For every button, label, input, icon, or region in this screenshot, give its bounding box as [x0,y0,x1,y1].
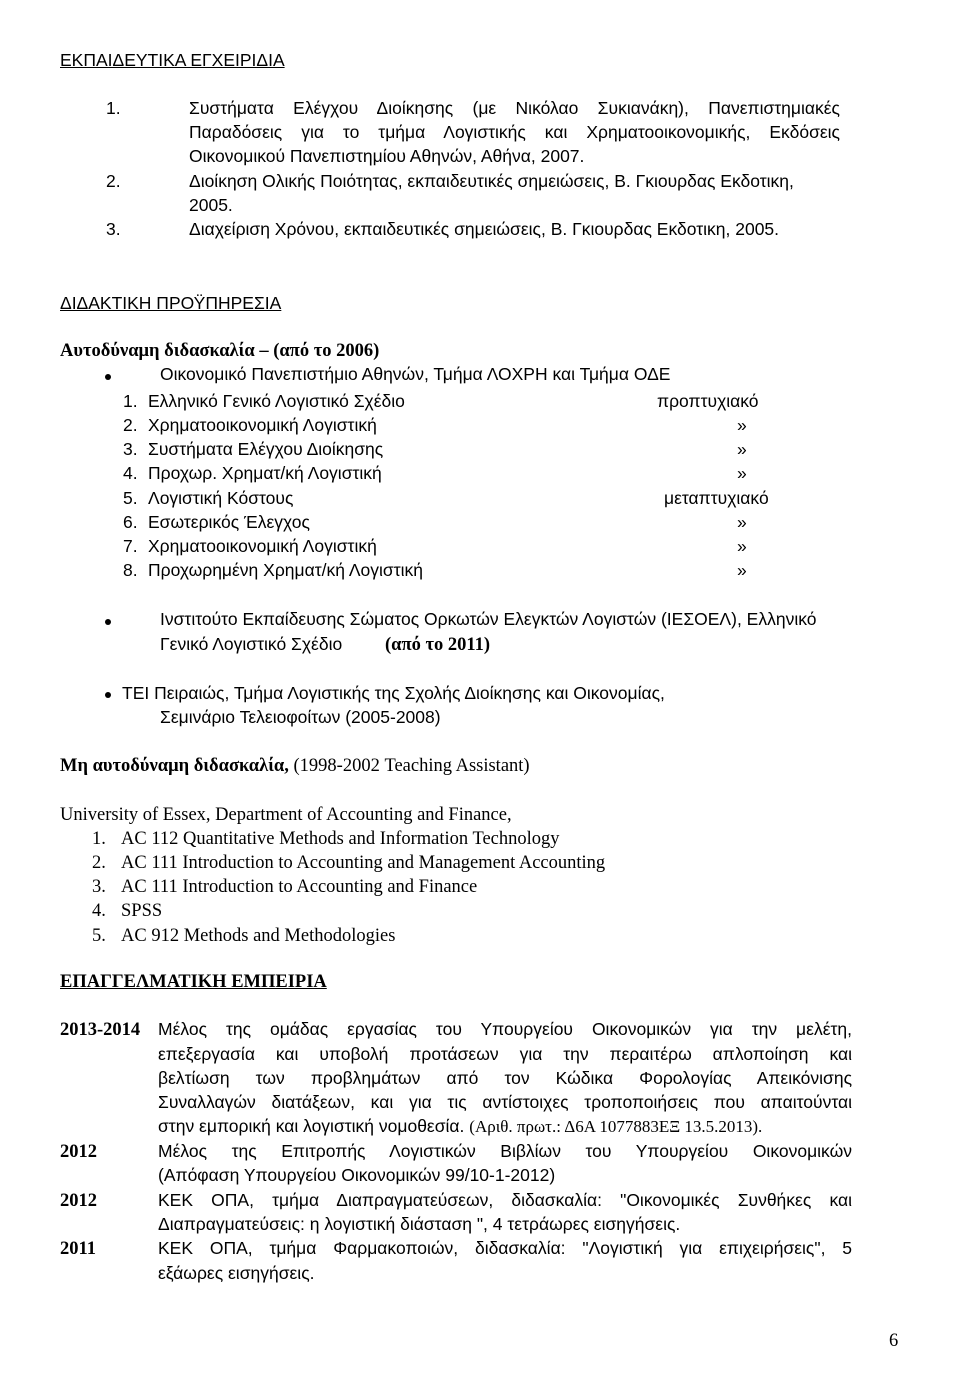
course-1-number: 1. [123,391,138,411]
course-8-name: Προχωρημένη Χρηματ/κή Λογιστική [148,560,424,580]
course-3-name: Συστήματα Ελέγχου Διοίκησης [148,439,384,459]
experience-1-line-2: επεξεργασία και υποβολή προτάσεων για την περαιτέρω απλοποίηση και [158,1044,852,1064]
course-5-name: Λογιστική Κόστους [148,488,294,508]
experience-4-line-1: ΚΕΚ ΟΠΑ, τμήμα Φαρμακοποιών, διδασκαλία: "Λογιστική για επιχειρήσεις", 5 [158,1238,852,1258]
textbook-2-line-2: 2005. [189,195,233,215]
course-2-number: 2. [123,415,138,435]
essex-course-1-number: 1. [92,829,106,849]
course-3-level: » [737,439,747,459]
course-7-number: 7. [123,536,138,556]
essex-course-4-name: SPSS [121,901,163,921]
autonomous-institution: Οικονομικό Πανεπιστήμιο Αθηνών, Τμήμα ΛΟΧΡΗ και Τμήμα ΟΔΕ [160,364,671,384]
experience-3-line-2: Διαπραγματεύσεις: η λογιστική διάσταση ", 4 τετράωρες εισηγήσεις. [158,1214,681,1234]
textbook-1-line-3: Οικονομικού Πανεπιστημίου Αθηνών, Αθήνα, 2007. [189,146,585,166]
course-1-name: Ελληνικό Γενικό Λογιστικό Σχέδιο [148,391,405,411]
experience-1-last-line: στην εμπορική και λογιστική νομοθεσία. [158,1116,465,1136]
course-3-number: 3. [123,439,138,459]
experience-3-year: 2012 [60,1191,97,1211]
course-4-number: 4. [123,463,138,483]
course-4-level: » [737,463,747,483]
bullet-icon [105,619,111,625]
essex-course-3-number: 3. [92,877,106,897]
experience-1-line-4: Συναλλαγών διατάξεων, και για τις αντίστοιχες τροποποιήσεις που απαιτούνται [158,1092,852,1112]
iesoel-since: (από το 2011) [385,635,491,655]
textbook-3-number: 3. [106,219,121,239]
textbook-2-line-1: Διοίκηση Ολικής Ποιότητας, εκπαιδευτικές σημειώσεις, Β. Γκιουρδας Εκδοτικη, [189,171,794,191]
heading-teaching: ΔΙΔΑΚΤΙΚΗ ΠΡΟΫΠΗΡΕΣΙΑ [60,293,282,313]
tei-line-1: ΤΕΙ Πειραιώς, Τμήμα Λογιστικής της Σχολής Διοίκησης και Οικονομίας, [122,683,665,703]
course-6-level: » [737,512,747,532]
iesoel-line-2: Γενικό Λογιστικό Σχέδιο [160,634,343,654]
course-8-level: » [737,560,747,580]
non-autonomous-title: Μη αυτοδύναμη διδασκαλία, [60,756,289,776]
iesoel-line-1: Ινστιτούτο Εκπαίδευσης Σώματος Ορκωτών Ελεγκτών Λογιστών (ΙΕΣΟΕΛ), Ελληνικό [160,609,817,629]
course-4-name: Προχωρ. Χρηματ/κή Λογιστική [148,463,382,483]
course-7-level: » [737,536,747,556]
essex-course-5-name: AC 912 Methods and Methodologies [121,926,396,946]
experience-1-line-5 [158,1116,762,1137]
bullet-icon [105,374,111,380]
essex-course-5-number: 5. [92,926,106,946]
course-8-number: 8. [123,560,138,580]
non-autonomous-teaching [60,755,530,777]
textbook-1-line-1: Συστήματα Ελέγχου Διοίκησης (με Νικόλαο Συκιανάκη), Πανεπιστημιακές [189,98,840,118]
course-5-level: μεταπτυχιακό [664,488,769,508]
textbook-1-line-2: Παραδόσεις για το τμήμα Λογιστικής και Χρηματοοικονομικής, Εκδόσεις [189,122,840,142]
experience-1-year: 2013-2014 [60,1020,141,1040]
experience-1-note: (Αριθ. πρωτ.: Δ6Α 1077883ΕΞ 13.5.2013). [469,1117,763,1136]
essex-course-2-name: AC 111 Introduction to Accounting and Management Accounting [121,853,606,873]
textbook-3-line-1: Διαχείριση Χρόνου, εκπαιδευτικές σημειώσεις, Β. Γκιουρδας Εκδοτικη, 2005. [189,219,780,239]
heading-textbooks: ΕΚΠΑΙΔΕΥΤΙΚΑ ΕΓΧΕΙΡΙΔΙΑ [60,50,285,70]
tei-line-2: Σεμινάριο Τελειοφοίτων (2005-2008) [160,707,441,727]
page-number: 6 [889,1331,899,1351]
course-1-level: προπτυχιακό [657,391,759,411]
experience-1-line-3: βελτίωση των προβλημάτων από τον Κώδικα Φορολογίας Απεικόνισης [158,1068,852,1088]
bullet-icon [105,692,111,698]
essex-course-3-name: AC 111 Introduction to Accounting and Finance [121,877,478,897]
course-6-number: 6. [123,512,138,532]
textbook-1-number: 1. [106,98,121,118]
course-7-name: Χρηματοοικονομική Λογιστική [148,536,377,556]
heading-professional: ΕΠΑΓΓΕΛΜΑΤΙΚΗ ΕΜΠΕΙΡΙΑ [60,972,327,992]
essex-course-2-number: 2. [92,853,106,873]
course-6-name: Εσωτερικός Έλεγχος [148,512,310,532]
essex-institution: University of Essex, Department of Accounting and Finance, [60,805,512,825]
autonomous-teaching-title: Αυτοδύναμη διδασκαλία – (από το 2006) [60,341,380,361]
course-5-number: 5. [123,488,138,508]
experience-3-line-1: ΚΕΚ ΟΠΑ, τμήμα Διαπραγματεύσεων, διδασκαλία: "Οικονομικές Συνθήκες και [158,1190,852,1210]
experience-4-line-2: εξάωρες εισηγήσεις. [158,1263,315,1283]
course-2-level: » [737,415,747,435]
experience-2-line-1: Μέλος της Επιτροπής Λογιστικών Βιβλίων του Υπουργείου Οικονομικών [158,1141,852,1161]
textbook-2-number: 2. [106,171,121,191]
essex-course-1-name: AC 112 Quantitative Methods and Information Technology [121,829,560,849]
experience-2-line-2: (Απόφαση Υπουργείου Οικονομικών 99/10-1-2012) [158,1165,556,1185]
essex-course-4-number: 4. [92,901,106,921]
experience-4-year: 2011 [60,1239,96,1259]
experience-1-line-1: Μέλος της ομάδας εργασίας του Υπουργείου Οικονομικών για την μελέτη, [158,1019,852,1039]
experience-2-year: 2012 [60,1142,97,1162]
course-2-name: Χρηματοοικονομική Λογιστική [148,415,377,435]
non-autonomous-period: (1998-2002 Teaching Assistant) [293,756,530,776]
